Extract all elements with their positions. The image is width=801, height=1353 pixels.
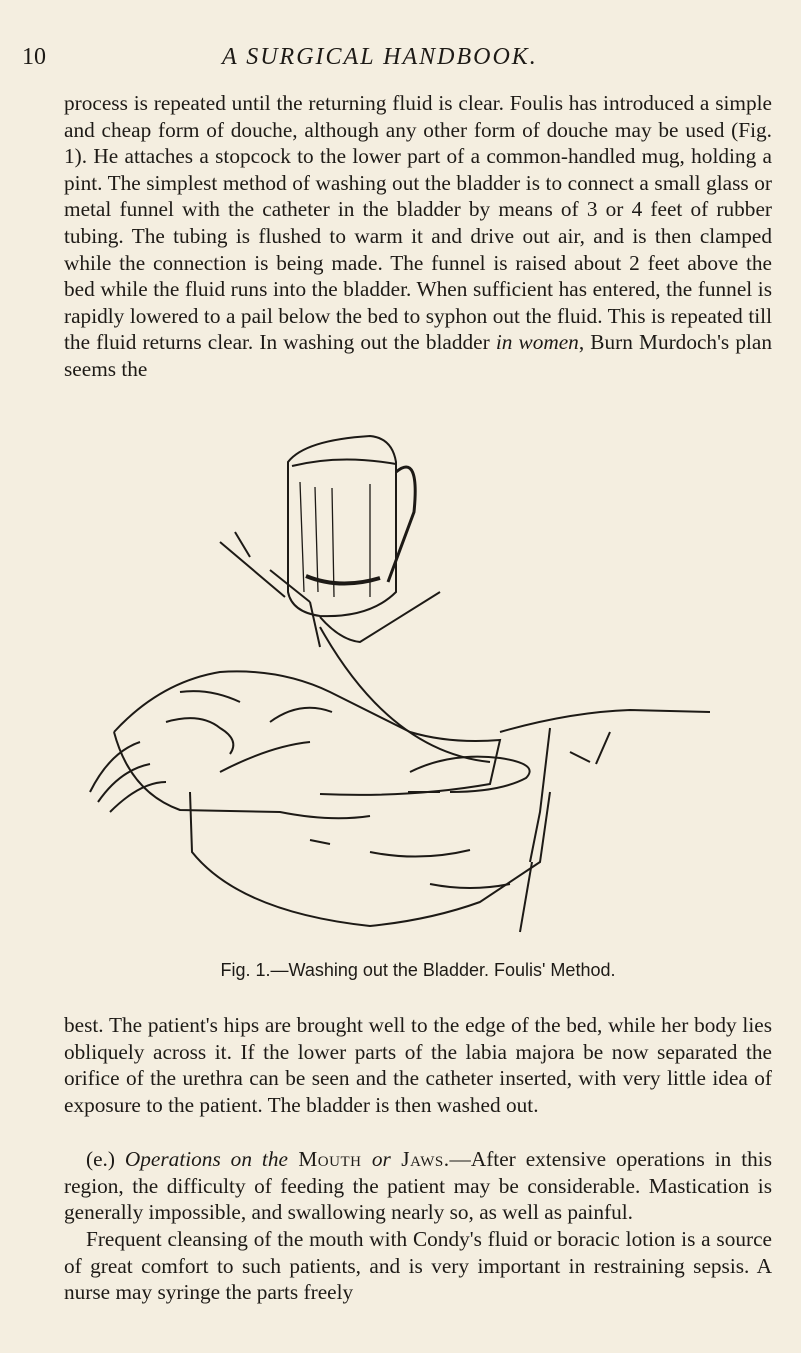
running-title: A SURGICAL HANDBOOK.: [222, 44, 538, 70]
section-title-or: or: [371, 1147, 391, 1171]
figure-caption: Fig. 1.—Washing out the Bladder. Foulis' Method.: [220, 960, 616, 980]
paragraph-1-italic: in women: [495, 330, 579, 355]
section-e: [64, 1146, 772, 1226]
section-label: (e.): [86, 1147, 125, 1171]
paragraph-1-end: , Burn Murdoch's plan seems the: [64, 330, 772, 381]
page-header: [22, 44, 741, 84]
paragraph-4: Frequent cleansing of the mouth with Condy's fluid or boracic lotion is a source of great comfort to such patients, and is very important in restraining sepsis. A nurse may syringe the parts freely: [64, 1227, 772, 1305]
paragraph-2: best. The patient's hips are brought well to the edge of the bed, while her body lies obliquely across it. If the lower parts of the labia majora be now separated the orifice of the urethra can be seen and the catheter inserted, with very little idea of exposure to the patient. The bladder is then washed out.: [64, 1013, 772, 1117]
paragraph-1-text: process is repeated until the returning fluid is clear. Foulis has introduced a simple and cheap form of douche, although any other form of douche may be used (Fig. 1). He attaches a stopcock to the lower part of a common-handled mug, holding a pint. The simplest method of washing out the bladder is to connect a small glass or metal funnel with the catheter in the bladder by means of 3 or 4 feet of rubber tubing. The tubing is flushed to warm it and drive out air, and is then clamped while the connection is being made. The funnel is raised about 2 feet above the bed while the fluid runs into the bladder. When sufficient has entered, the funnel is rapidly lowered to a pail below the bed to syphon out the fluid. This is repeated till the fluid returns clear. In washing out the bladder: [64, 91, 772, 355]
figure-illustration: [70, 392, 730, 952]
page-number: 10: [22, 44, 46, 70]
section-title-italic: Operations on the: [124, 1147, 288, 1171]
section-text: —After extensive operations in this region, the difficulty of feeding the patient may be considerable. Mastication is generally impossible, and swallowing nearly so, as well as painful.: [64, 1147, 772, 1225]
section-title-jaws: Jaws.: [390, 1147, 450, 1171]
paragraph-1: [64, 90, 772, 383]
douche-illustration: [70, 392, 730, 952]
section-title-mouth: Mouth: [287, 1147, 372, 1171]
